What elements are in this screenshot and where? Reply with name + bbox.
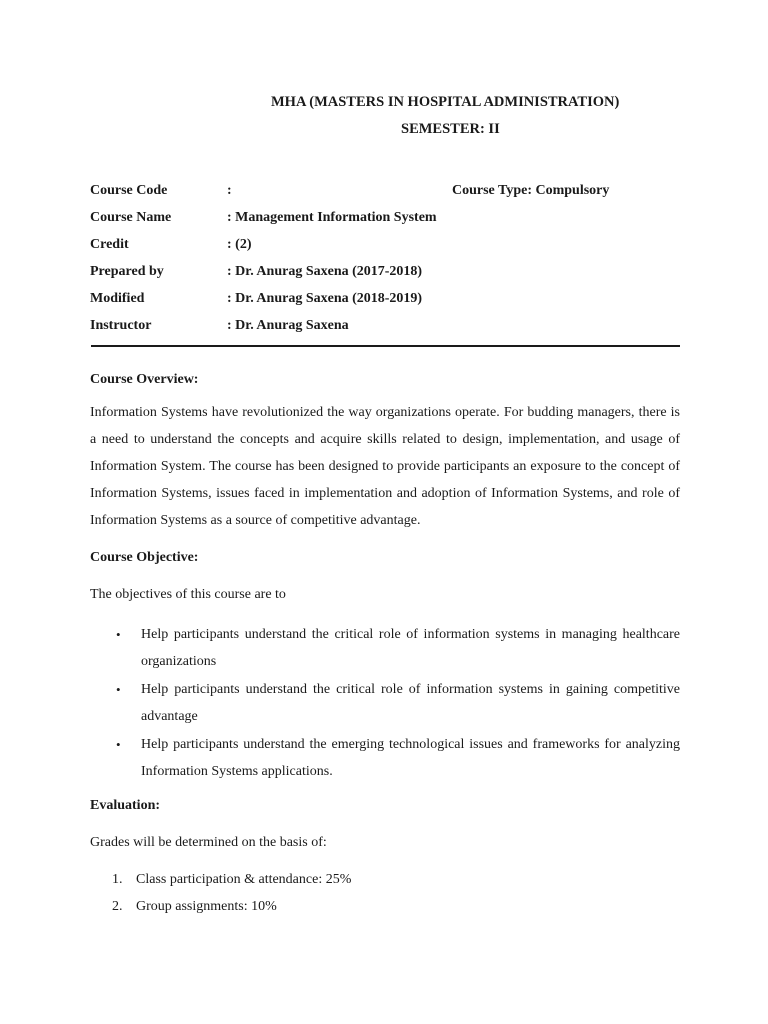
evaluation-text: Class participation & attendance: 25%	[136, 872, 352, 887]
credit-label: Credit	[90, 237, 129, 252]
semester-title: SEMESTER: II	[401, 121, 500, 137]
program-title: MHA (MASTERS IN HOSPITAL ADMINISTRATION)	[271, 94, 620, 110]
objective-list	[114, 621, 680, 786]
objective-text: Help participants understand the emerging technological issues and frameworks for analyzing Information Systems applications.	[141, 737, 680, 779]
list-item	[112, 866, 351, 893]
course-type: Course Type: Compulsory	[452, 183, 610, 198]
credit-value: : (2)	[227, 237, 252, 252]
list-number: 2.	[112, 899, 123, 914]
course-code-label: Course Code	[90, 183, 168, 198]
modified-label: Modified	[90, 291, 145, 306]
course-name-label: Course Name	[90, 210, 172, 225]
bullet-icon: •	[116, 737, 121, 752]
overview-paragraph: Information Systems have revolutionized the way organizations operate. For budding managers, there is a need to understand the concepts and acquire skills related to design, implementation, and usage of Information System. The course has been designed to provide participants an exposure to the concept of Information Systems, issues faced in implementation and adoption of Information Systems, and role of Information Systems as a source of competitive advantage.	[90, 405, 680, 528]
course-code-value: :	[227, 183, 232, 198]
evaluation-heading: Evaluation:	[90, 798, 161, 813]
course-name-value: : Management Information System	[227, 210, 437, 225]
bullet-icon: •	[116, 682, 121, 697]
list-item	[114, 731, 680, 785]
evaluation-text: Group assignments: 10%	[136, 899, 277, 914]
instructor-label: Instructor	[90, 318, 152, 333]
objective-text: Help participants understand the critical role of information systems in gaining competitive advantage	[141, 682, 680, 724]
overview-heading: Course Overview:	[90, 372, 199, 387]
objective-intro: The objectives of this course are to	[90, 587, 286, 602]
list-item	[114, 676, 680, 730]
evaluation-intro: Grades will be determined on the basis of:	[90, 835, 327, 850]
list-number: 1.	[112, 872, 123, 887]
list-item	[112, 893, 351, 920]
modified-value: : Dr. Anurag Saxena (2018-2019)	[227, 291, 423, 306]
prepared-by-label: Prepared by	[90, 264, 164, 279]
section-divider	[91, 345, 680, 347]
list-item	[114, 621, 680, 675]
objective-text: Help participants understand the critical role of information systems in managing healthcare organizations	[141, 627, 680, 669]
instructor-value: : Dr. Anurag Saxena	[227, 318, 349, 333]
prepared-by-value: : Dr. Anurag Saxena (2017-2018)	[227, 264, 423, 279]
objective-heading: Course Objective:	[90, 550, 199, 565]
bullet-icon: •	[116, 627, 121, 642]
evaluation-list	[112, 866, 351, 920]
